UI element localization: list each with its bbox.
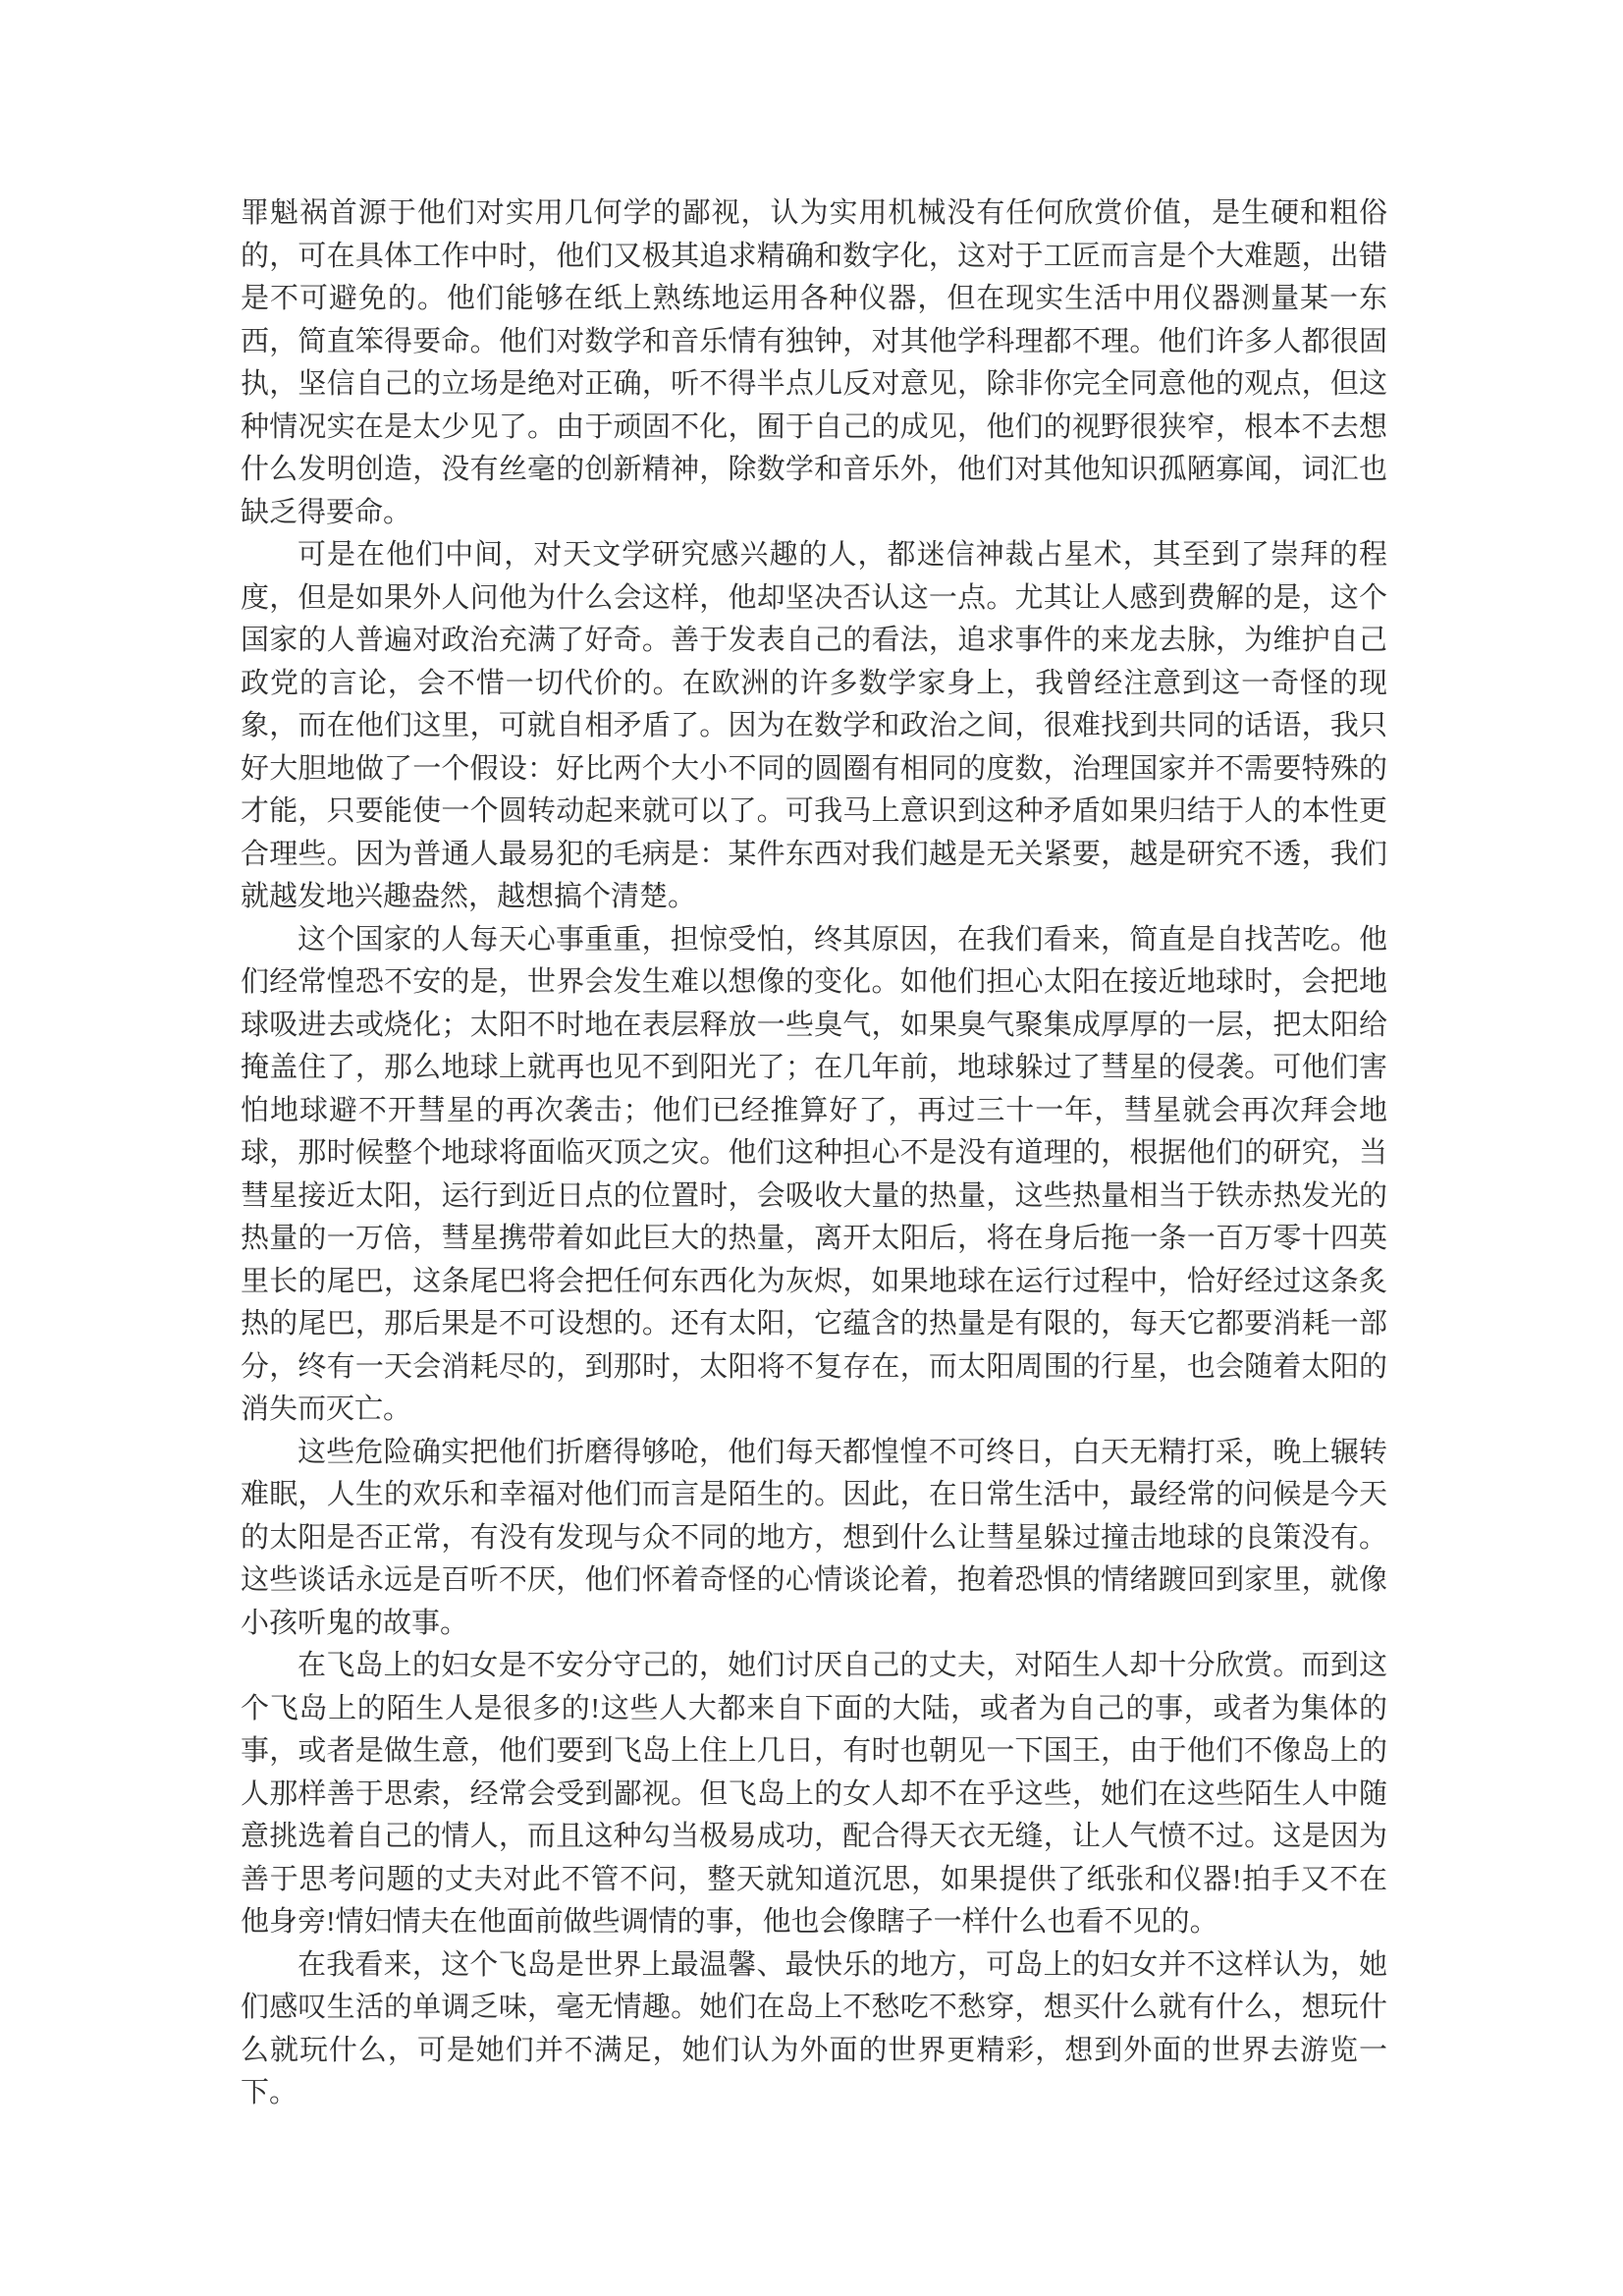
document-text-block [241, 192, 1387, 2115]
paragraph-2: 可是在他们中间，对天文学研究感兴趣的人，都迷信神裁占星术，其至到了崇拜的程度，但是如果外人问他为什么会这样，他却坚决否认这一点。尤其让人感到费解的是，这个国家的人普遍对政治充满了好奇。善于发表自己的看法，追求事件的来龙去脉，为维护自己政党的言论，会不惜一切代价的。在欧洲的许多数学家身上，我曾经注意到这一奇怪的现象，而在他们这里，可就自相矛盾了。因为在数学和政治之间，很难找到共同的话语，我只好大胆地做了一个假设：好比两个大小不同的圆圈有相同的度数，治理国家并不需要特殊的才能，只要能使一个圆转动起来就可以了。可我马上意识到这种矛盾如果归结于人的本性更合理些。因为普通人最易犯的毛病是：某件东西对我们越是无关紧要，越是研究不透，我们就越发地兴趣盎然，越想搞个清楚。 [241, 539, 1387, 912]
paragraph-1: 罪魁祸首源于他们对实用几何学的鄙视，认为实用机械没有任何欣赏价值，是生硬和粗俗的，可在具体工作中时，他们又极其追求精确和数字化，这对于工匠而言是个大难题，出错是不可避免的。他们能够在纸上熟练地运用各种仪器，但在现实生活中用仪器测量某一东西，简直笨得要命。他们对数学和音乐情有独钟，对其他学科理都不理。他们许多人都很固执，坚信自己的立场是绝对正确，听不得半点儿反对意见，除非你完全同意他的观点，但这种情况实在是太少见了。由于顽固不化，囿于自己的成见，他们的视野很狭窄，根本不去想什么发明创造，没有丝毫的创新精神，除数学和音乐外，他们对其他知识孤陋寡闻，词汇也缺乏得要命。 [241, 197, 1387, 528]
paragraph-5: 在飞岛上的妇女是不安分守己的，她们讨厌自己的丈夫，对陌生人却十分欣赏。而到这个飞岛上的陌生人是很多的!这些人大都来自下面的大陆，或者为自己的事，或者为集体的事，或者是做生意，他们要到飞岛上住上几日，有时也朝见一下国王，由于他们不像岛上的人那样善于思索，经常会受到鄙视。但飞岛上的女人却不在乎这些，她们在这些陌生人中随意挑选着自己的情人，而且这种勾当极易成功，配合得天衣无缝，让人气愤不过。这是因为善于思考问题的丈夫对此不管不问，整天就知道沉思，如果提供了纸张和仪器!拍手又不在他身旁!情妇情夫在他面前做些调情的事，他也会像瞎子一样什么也看不见的。 [241, 1650, 1387, 1938]
paragraph-3: 这个国家的人每天心事重重，担惊受怕，终其原因，在我们看来，简直是自找苦吃。他们经常惶恐不安的是，世界会发生难以想像的变化。如他们担心太阳在接近地球时，会把地球吸进去或烧化；太阳不时地在表层释放一些臭气，如果臭气聚集成厚厚的一层，把太阳给掩盖住了，那么地球上就再也见不到阳光了；在几年前，地球躲过了彗星的侵袭。可他们害怕地球避不开彗星的再次袭击；他们已经推算好了，再过三十一年，彗星就会再次拜会地球，那时候整个地球将面临灭顶之灾。他们这种担心不是没有道理的，根据他们的研究，当彗星接近太阳，运行到近日点的位置时，会吸收大量的热量，这些热量相当于铁赤热发光的热量的一万倍，彗星携带着如此巨大的热量，离开太阳后，将在身后拖一条一百万零十四英里长的尾巴，这条尾巴将会把任何东西化为灰烬，如果地球在运行过程中，恰好经过这条炙热的尾巴，那后果是不可设想的。还有太阳，它蕴含的热量是有限的，每天它都要消耗一部分，终有一天会消耗尽的，到那时，太阳将不复存在，而太阳周围的行星，也会随着太阳的消失而灭亡。 [241, 923, 1387, 1425]
paragraph-6: 在我看来，这个飞岛是世界上最温馨、最快乐的地方，可岛上的妇女并不这样认为，她们感叹生活的单调乏味，毫无情趣。她们在岛上不愁吃不愁穿，想买什么就有什么，想玩什么就玩什么，可是她们并不满足，她们认为外面的世界更精彩，想到外面的世界去游览一下。 [241, 1948, 1387, 2108]
paragraph-4: 这些危险确实把他们折磨得够呛，他们每天都惶惶不可终日，白天无精打采，晚上辗转难眠，人生的欢乐和幸福对他们而言是陌生的。因此，在日常生活中，最经常的问候是今天的太阳是否正常，有没有发现与众不同的地方，想到什么让彗星躲过撞击地球的良策没有。这些谈话永远是百听不厌，他们怀着奇怪的心情谈论着，抱着恐惧的情绪踱回到家里，就像小孩听鬼的故事。 [241, 1436, 1387, 1639]
